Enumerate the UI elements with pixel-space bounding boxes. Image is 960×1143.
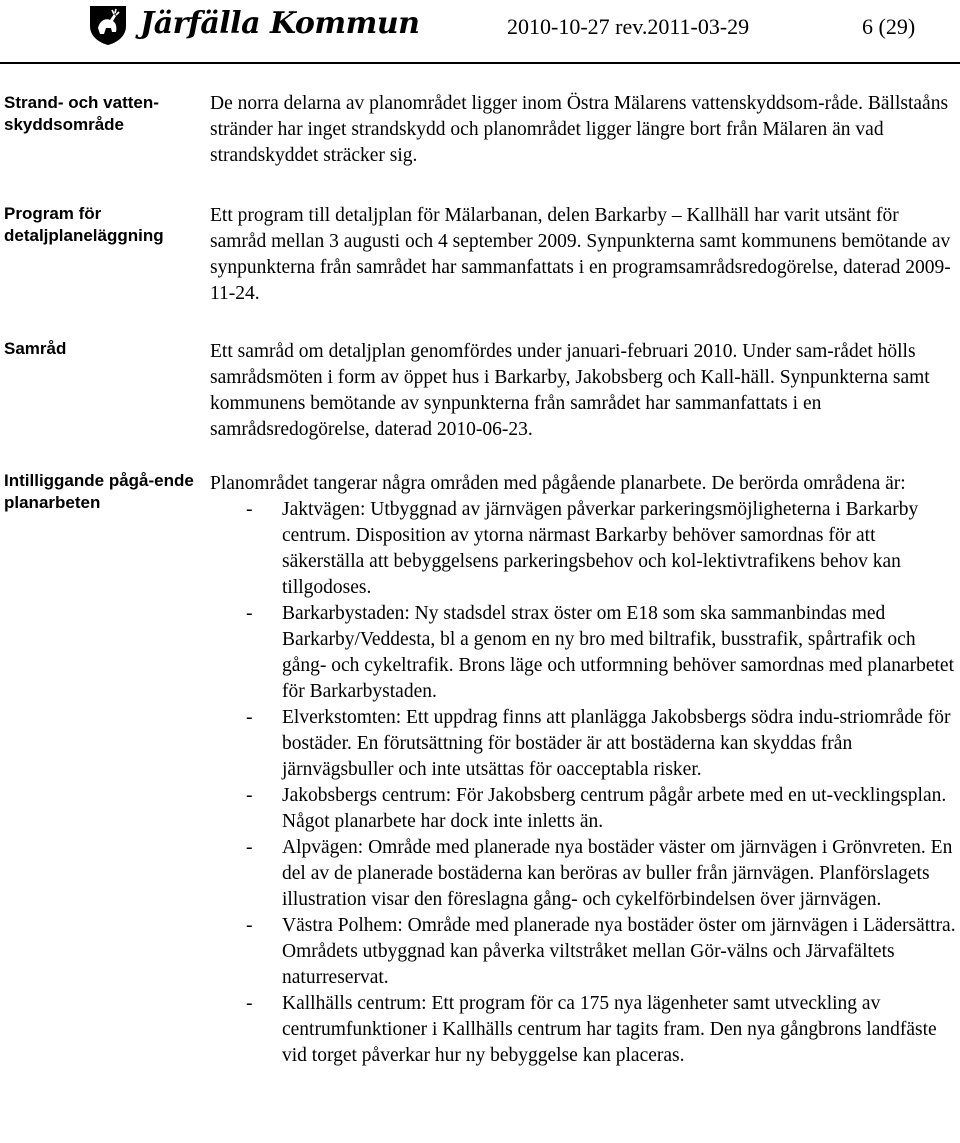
section-samrad bbox=[210, 339, 958, 443]
page-header bbox=[0, 0, 960, 64]
list-item-text: Jakobsbergs centrum: För Jakobsberg centrum pågår arbete med en ut-vecklingsplan. Något planarbete har dock inte inletts än. bbox=[282, 785, 947, 832]
coat-of-arms-icon bbox=[88, 4, 128, 46]
sidebar-heading-samrad: Samråd bbox=[4, 339, 67, 358]
strand-paragraph: De norra delarna av planområdet ligger inom Östra Mälarens vattenskyddsom-råde. Bällstaåns stränder har inget strandskydd och planområdet ligger längre bort från Mälaren än vad strandskyddet sträcker sig. bbox=[210, 93, 949, 166]
list-dash: - bbox=[246, 837, 253, 858]
header-divider bbox=[0, 62, 960, 64]
samrad-paragraph: Ett samråd om detaljplan genomfördes under januari-februari 2010. Under sam-rådet hölls samrådsmöten i form av öppet hus i Barkarby, Jakobsberg och Kall-häll. Synpunkterna samt kommunens bemötande av synpunkterna från samrådet har sammanfattats i en samrådsredogörelse, daterad 2010-06-23. bbox=[210, 341, 930, 440]
list-item bbox=[210, 497, 958, 601]
intilliggande-intro: Planområdet tangerar några områden med pågående planarbete. De berörda områdena är: bbox=[210, 473, 906, 494]
section-strand bbox=[210, 91, 958, 169]
list-item bbox=[210, 783, 958, 835]
sidebar-heading-intilliggande: Intilliggande pågå-ende planarbeten bbox=[4, 471, 194, 512]
list-item-text: Jaktvägen: Utbyggnad av järnvägen påverkar parkeringsmöjligheterna i Barkarby centrum. Disposition av ytorna närmast Barkarby behöver samordnas för att säkerställa att bebyggelsens parkeringsbehov och kol-lektivtrafikens behov kan tillgodoses. bbox=[282, 499, 919, 598]
list-item-text: Kallhälls centrum: Ett program för ca 175 nya lägenheter samt utveckling av centrumfunktioner i Kallhälls centrum har tagits fram. Den nya gångbrons landfäste vid torget påverkar hur ny bebyggelse kan placeras. bbox=[282, 993, 937, 1066]
program-paragraph: Ett program till detaljplan för Mälarbanan, delen Barkarby – Kallhäll har varit utsänt för samråd mellan 3 augusti och 4 september 2009. Synpunkterna samt kommunens bemötande av synpunkterna från samrådet har sammanfattats i en programsamrådsredogörelse, daterad 2009-11-24. bbox=[210, 205, 951, 304]
ongoing-plans-list bbox=[210, 497, 958, 1069]
list-item bbox=[210, 913, 958, 991]
list-dash: - bbox=[246, 603, 253, 624]
list-dash: - bbox=[246, 499, 253, 520]
list-dash: - bbox=[246, 915, 253, 936]
list-item bbox=[210, 601, 958, 705]
list-item-text: Västra Polhem: Område med planerade nya bostäder öster om järnvägen i Lädersättra. Områdets utbyggnad kan påverka viltstråket mellan Gör-välns och Järvafältets naturreservat. bbox=[282, 915, 956, 988]
list-item-text: Elverkstomten: Ett uppdrag finns att planlägga Jakobsbergs södra indu-striområde för bostäder. En förutsättning för bostäder är att bostäderna kan skyddas från järnvägsbuller och inte utsättas för oacceptabla risker. bbox=[282, 707, 951, 780]
sidebar-heading-strand: Strand- och vatten-skyddsområde bbox=[4, 93, 159, 134]
page-number: 6 (29) bbox=[862, 14, 916, 39]
list-item-text: Alpvägen: Område med planerade nya bostäder väster om järnvägen i Grönvreten. En del av de planerade bostäderna kan beröras av buller från järnvägen. Planförslagets illustration visar den föreslagna gång- och cykelförbindelsen över järnvägen. bbox=[282, 837, 953, 910]
list-dash: - bbox=[246, 993, 253, 1014]
sidebar-heading-program: Program för detaljplaneläggning bbox=[4, 204, 164, 245]
list-item bbox=[210, 835, 958, 913]
logo-text: Järfälla Kommun bbox=[140, 6, 420, 41]
document-date: 2010-10-27 rev.2011-03-29 bbox=[507, 14, 750, 39]
section-program bbox=[210, 203, 958, 307]
list-dash: - bbox=[246, 707, 253, 728]
list-item bbox=[210, 991, 958, 1069]
list-item bbox=[210, 705, 958, 783]
list-item-text: Barkarbystaden: Ny stadsdel strax öster om E18 som ska sammanbindas med Barkarby/Veddesta, bl a genom en ny bro med biltrafik, busstrafik, spårtrafik och gång- och cykeltrafik. Brons läge och utformning behöver samordnas med planarbetet för Barkarbystaden. bbox=[282, 603, 954, 702]
section-intilliggande bbox=[210, 471, 958, 1069]
list-dash: - bbox=[246, 785, 253, 806]
